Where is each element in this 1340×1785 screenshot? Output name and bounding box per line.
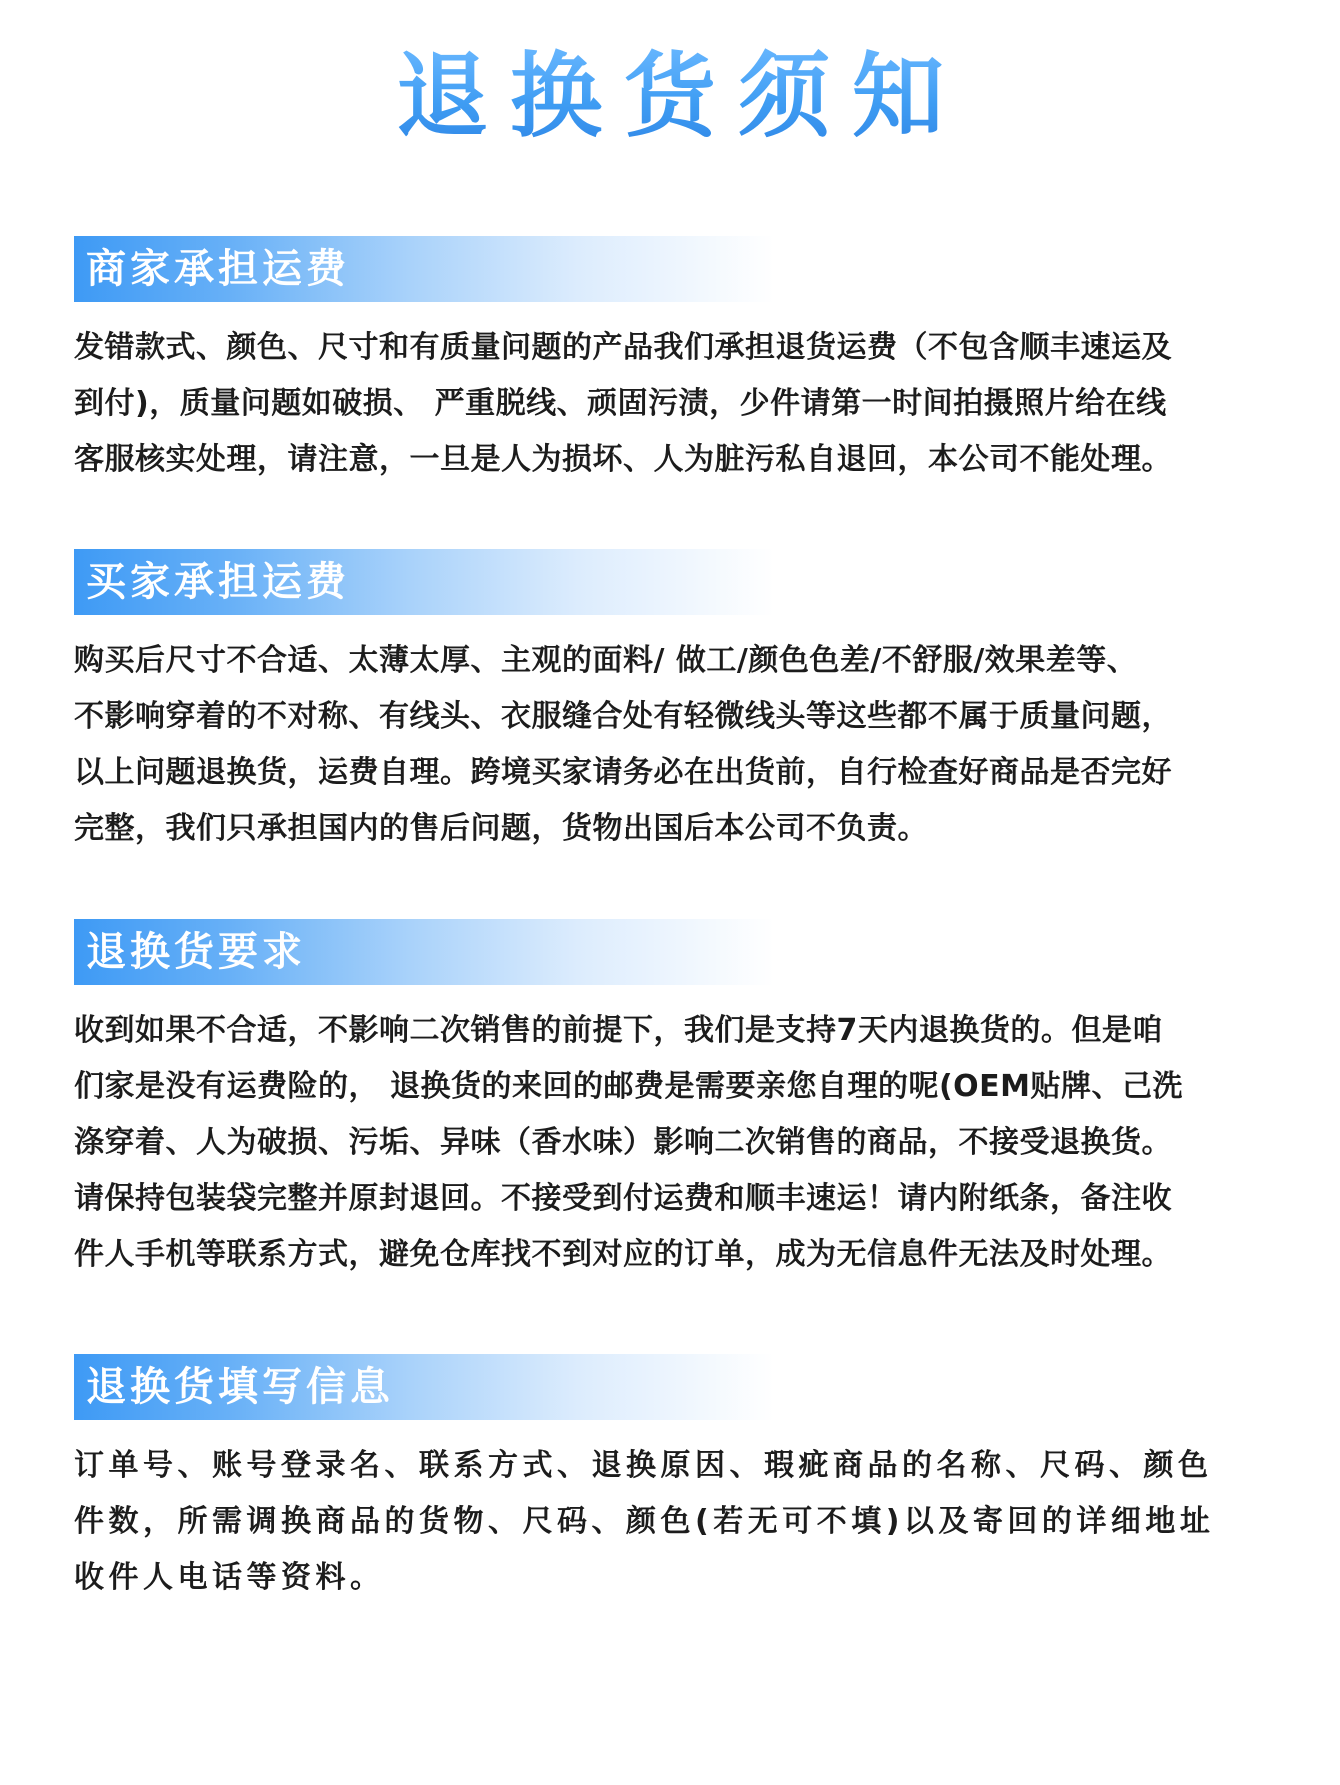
body-line: 收件人电话等资料。	[74, 1560, 385, 1595]
section-header-text: 退换货要求	[86, 929, 306, 975]
section-header-text: 买家承担运费	[86, 559, 350, 605]
section-seller-pays-shipping	[74, 236, 1266, 488]
section-header	[74, 549, 774, 615]
section-header	[74, 919, 774, 985]
body-line: 以上问题退换货，运费自理。跨境买家请务必在出货前，自行检查好商品是否完好	[74, 755, 1172, 790]
section-return-form-info	[74, 1354, 1266, 1606]
body-line: 客服核实处理，请注意，一旦是人为损坏、人为脏污私自退回，本公司不能处理。	[74, 442, 1172, 477]
body-line: 订单号、账号登录名、联系方式、退换原因、瑕疵商品的名称、尺码、颜色	[74, 1448, 1213, 1483]
body-line: 发错款式、颜色、尺寸和有质量问题的产品我们承担退货运费（不包含顺丰速运及	[74, 330, 1172, 365]
body-line: 完整，我们只承担国内的售后问题，货物出国后本公司不负责。	[74, 811, 928, 846]
section-body	[74, 1438, 1266, 1606]
section-header-text: 退换货填写信息	[86, 1364, 394, 1410]
body-line: 请保持包装袋完整并原封退回。不接受到付运费和顺丰速运！请内附纸条，备注收	[74, 1181, 1172, 1216]
body-line: 购买后尺寸不合适、太薄太厚、主观的面料/ 做工/颜色色差/不舒服/效果差等、	[74, 643, 1138, 678]
section-body	[74, 633, 1266, 857]
body-line: 收到如果不合适，不影响二次销售的前提下，我们是支持7天内退换货的。但是咱	[74, 1013, 1163, 1048]
section-header	[74, 1354, 774, 1420]
body-line: 件数，所需调换商品的货物、尺码、颜色(若无可不填)以及寄回的详细地址	[74, 1504, 1215, 1539]
section-body	[74, 1003, 1266, 1283]
page-title: 退换货须知	[0, 42, 1340, 152]
body-line: 到付)，质量问题如破损、 严重脱线、顽固污渍，少件请第一时间拍摄照片给在线	[74, 386, 1167, 421]
body-line: 件人手机等联系方式，避免仓库找不到对应的订单，成为无信息件无法及时处理。	[74, 1237, 1172, 1272]
body-line: 涤穿着、人为破损、污垢、异味（香水味）影响二次销售的商品，不接受退换货。	[74, 1125, 1172, 1160]
section-header-text: 商家承担运费	[86, 246, 350, 292]
section-header	[74, 236, 774, 302]
body-line: 们家是没有运费险的， 退换货的来回的邮费是需要亲您自理的呢(OEM贴牌、己洗	[74, 1069, 1184, 1104]
section-body	[74, 320, 1266, 488]
section-return-requirements	[74, 919, 1266, 1283]
section-buyer-pays-shipping	[74, 549, 1266, 857]
body-line: 不影响穿着的不对称、有线头、衣服缝合处有轻微线头等这些都不属于质量问题，	[74, 699, 1172, 734]
